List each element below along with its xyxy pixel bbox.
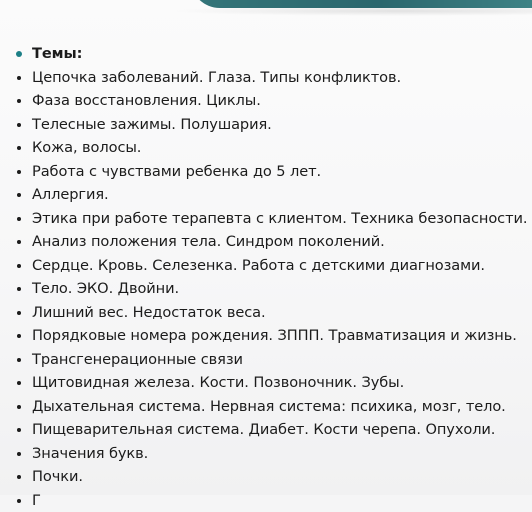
bullet-icon: [17, 428, 21, 432]
bullet-icon: [17, 499, 21, 503]
bullet-icon: [17, 475, 21, 479]
bullet-icon: [16, 51, 22, 57]
list-item: [0, 418, 532, 442]
list-item-label: Телесные зажимы. Полушария.: [32, 116, 272, 133]
bullet-icon: [17, 381, 21, 385]
list-item: [0, 160, 532, 184]
bullet-icon: [17, 76, 21, 80]
bullet-icon: [17, 193, 21, 197]
bullet-icon: [17, 287, 21, 291]
list-item: [0, 254, 532, 278]
list-item-label: Фаза восстановления. Циклы.: [32, 92, 261, 109]
list-item: [0, 301, 532, 325]
list-item-label: Почки.: [32, 468, 83, 485]
bullet-icon: [17, 99, 21, 103]
list-item-label: Анализ положения тела. Синдром поколений.: [32, 233, 385, 250]
list-item: [0, 371, 532, 395]
list-item-label: Аллергия.: [32, 186, 109, 203]
bullet-icon: [17, 123, 21, 127]
bullet-icon: [17, 170, 21, 174]
list-item-label: Кожа, волосы.: [32, 139, 141, 156]
list-item: [0, 89, 532, 113]
list-item-label: Тело. ЭКО. Двойни.: [32, 280, 179, 297]
list-item: [0, 66, 532, 90]
list-item: [0, 465, 532, 489]
list-item: [0, 277, 532, 301]
list-item: [0, 136, 532, 160]
bullet-icon: [17, 334, 21, 338]
list-item-label: Г: [32, 492, 41, 509]
list-item-label: Работа с чувствами ребенка до 5 лет.: [32, 163, 321, 180]
bullet-icon: [17, 240, 21, 244]
list-item-label: Трансгенерационные связи: [32, 351, 243, 368]
topics-heading: [0, 42, 532, 66]
list-item-label: Щитовидная железа. Кости. Позвоночник. Зубы.: [32, 374, 404, 391]
list-item-label: Этика при работе терапевта с клиентом. Техника безопасности.: [32, 210, 527, 227]
list-item-label: Сердце. Кровь. Селезенка. Работа с детскими диагнозами.: [32, 257, 485, 274]
bullet-icon: [17, 358, 21, 362]
list-item-label: Пищеварительная система. Диабет. Кости черепа. Опухоли.: [32, 421, 495, 438]
list-item: [0, 324, 532, 348]
list-item: [0, 442, 532, 466]
list-item: [0, 348, 532, 372]
list-item: [0, 113, 532, 137]
bullet-icon: [17, 264, 21, 268]
list-item: [0, 183, 532, 207]
bullet-icon: [17, 146, 21, 150]
topics-heading-label: Темы:: [32, 45, 82, 62]
bullet-icon: [17, 311, 21, 315]
bullet-icon: [17, 217, 21, 221]
bullet-icon: [17, 405, 21, 409]
list-item: [0, 489, 532, 512]
list-item-label: Дыхательная система. Нервная система: психика, мозг, тело.: [32, 398, 506, 415]
list-item-label: Лишний вес. Недостаток веса.: [32, 304, 266, 321]
list-item-label: Цепочка заболеваний. Глаза. Типы конфликтов.: [32, 69, 401, 86]
list-item-label: Порядковые номера рождения. ЗППП. Травматизация и жизнь.: [32, 327, 517, 344]
list-item-label: Значения букв.: [32, 445, 148, 462]
list-item: [0, 207, 532, 231]
bullet-icon: [17, 452, 21, 456]
list-item: [0, 230, 532, 254]
topics-list: [0, 42, 532, 512]
list-item: [0, 395, 532, 419]
header-band: [190, 0, 532, 8]
